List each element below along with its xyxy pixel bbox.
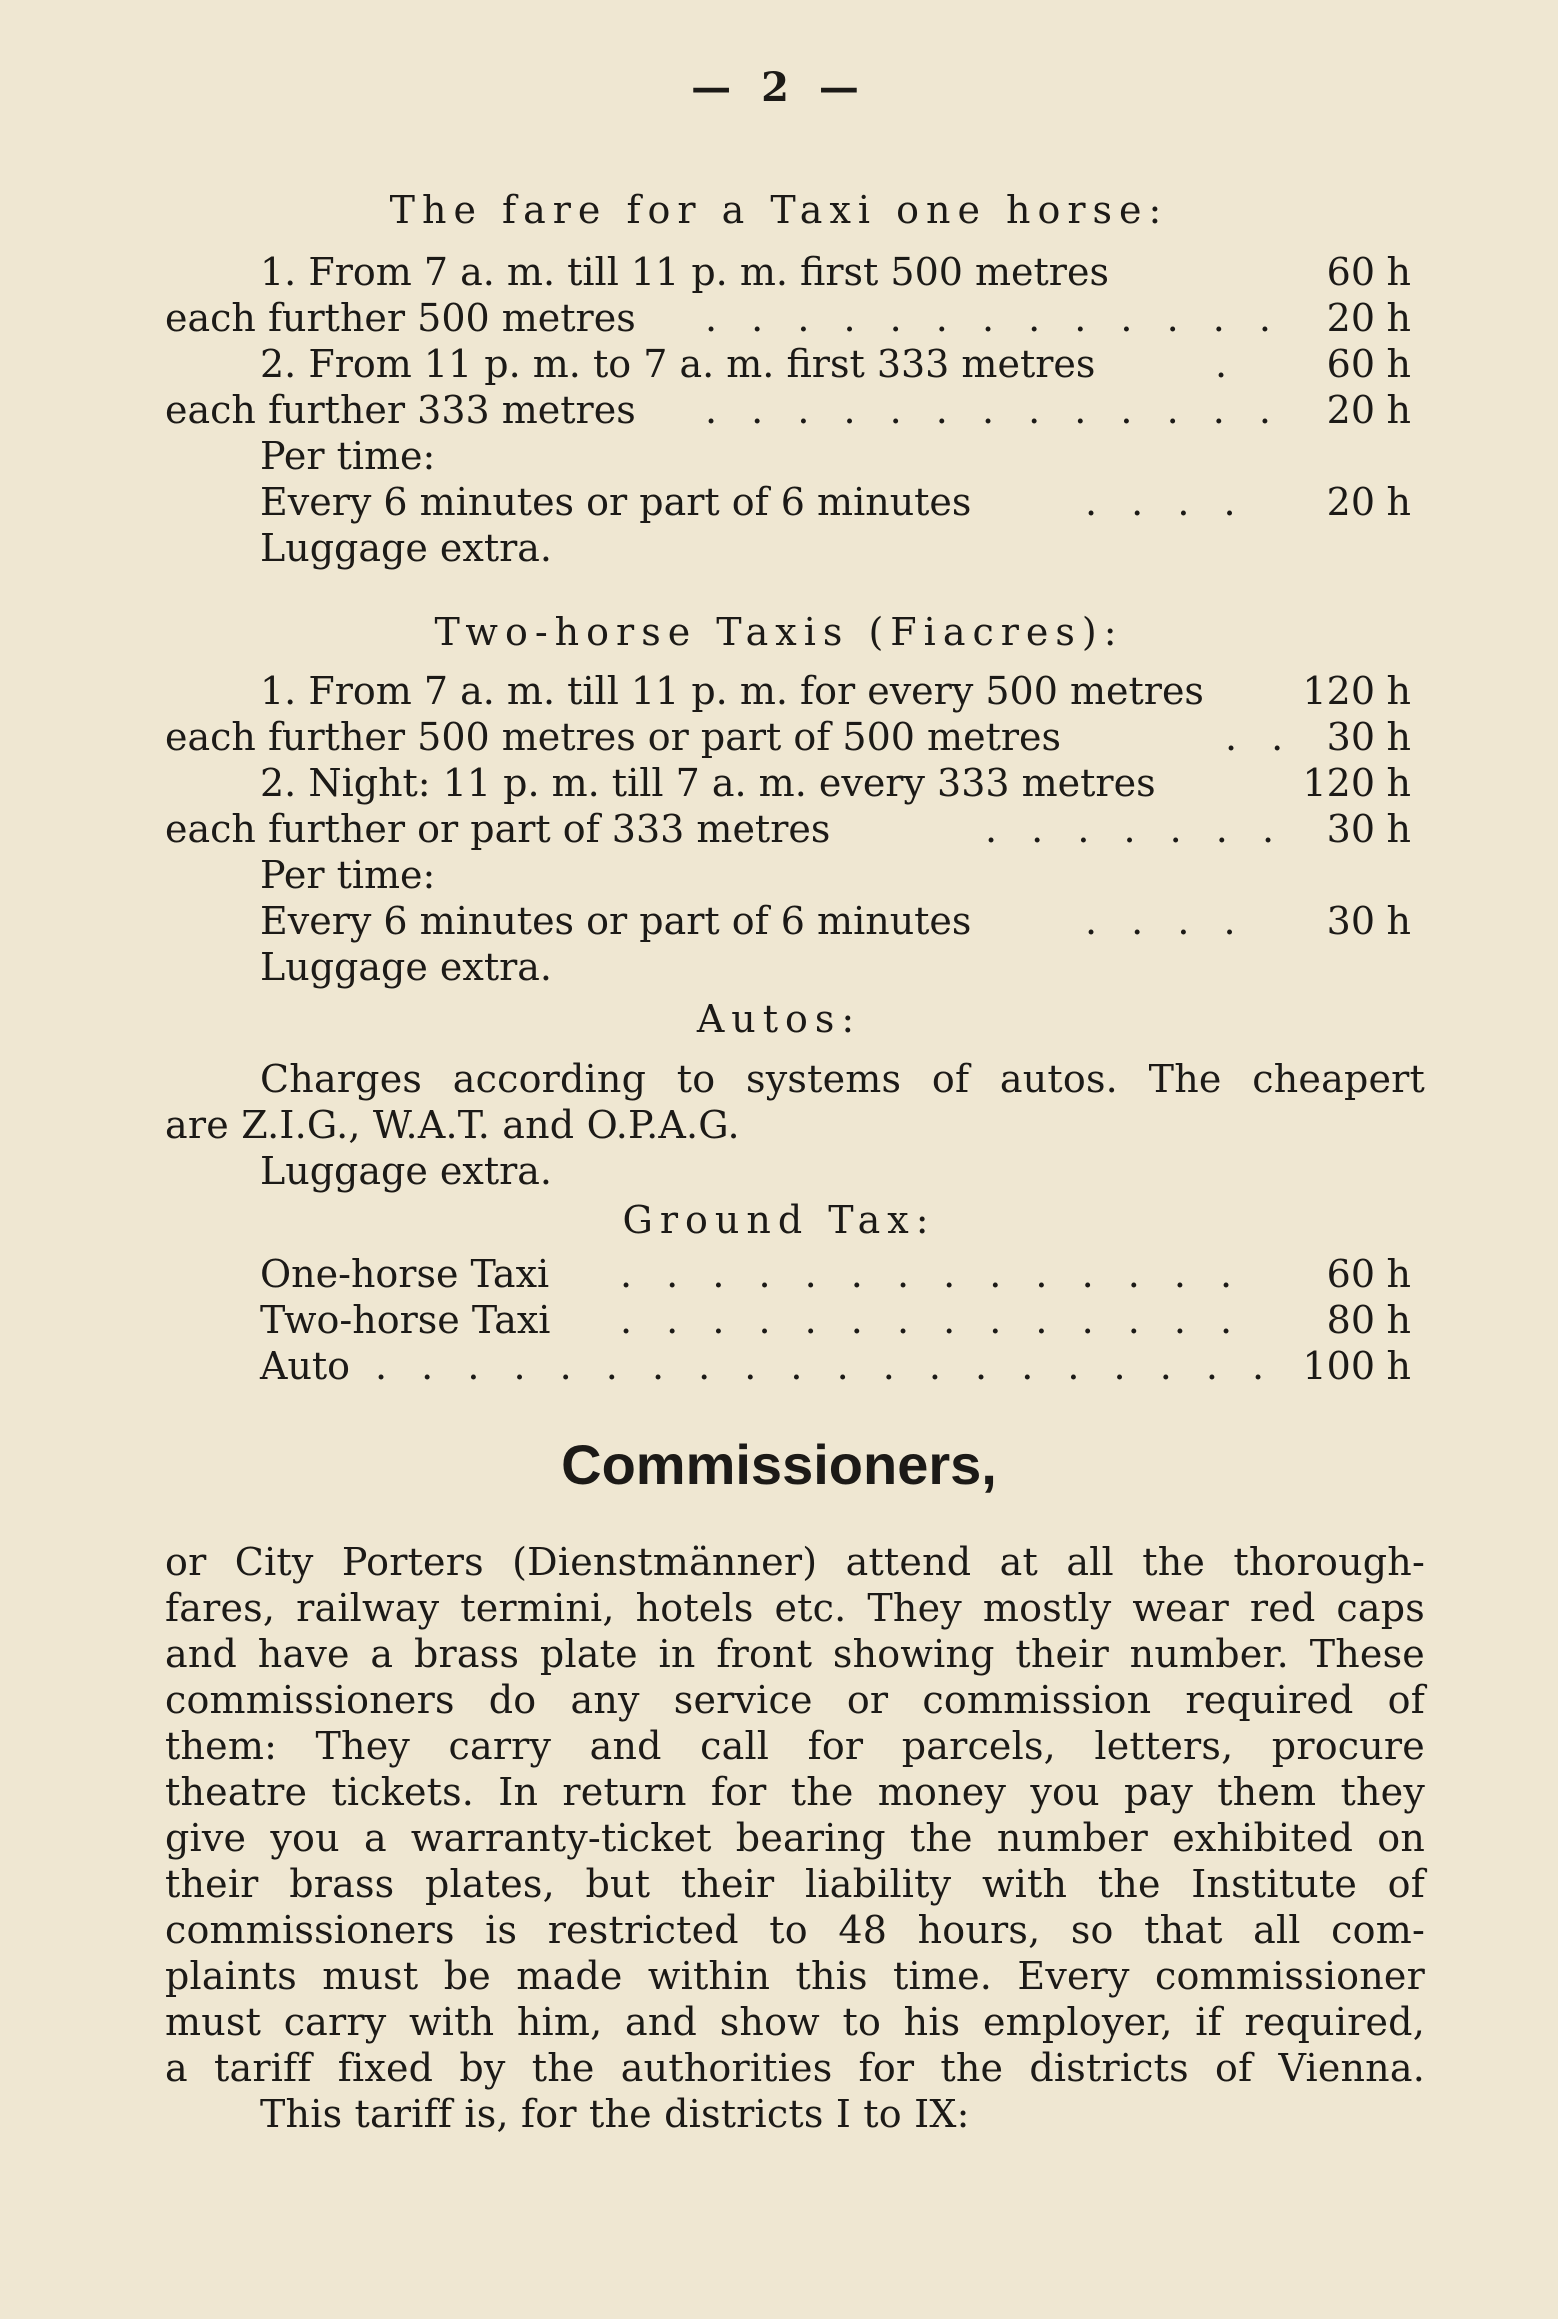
amount-value: 20 [1326,388,1375,432]
fare-row-amount [1275,760,1425,806]
fare-row-text: each further 500 metres or part of 500 metres [165,715,1061,759]
amount-unit: h [1386,1252,1411,1296]
dot-leader: . . . . . . . . . . . . . . . . . . . . [375,1344,1276,1388]
amount-unit: h [1386,388,1411,432]
paragraph-line: and have a brass plate in front showing their number. These [165,1632,1425,1676]
amount-unit: h [1386,480,1411,524]
amount-unit: h [1386,1298,1411,1342]
paragraph-line: theatre tickets. In return for the money you pay them they [165,1770,1425,1814]
luggage-note: Luggage extra. [260,526,552,570]
fare-row-text: 2. Night: 11 p. m. till 7 a. m. every 333 metres [260,761,1156,805]
fare-row-amount [1275,1251,1425,1297]
fare-row-text: Every 6 minutes or part of 6 minutes [260,480,972,524]
autos-line: are Z.I.G., W.A.T. and O.P.A.G. [165,1103,740,1147]
luggage-note: Luggage extra. [260,945,552,989]
fare-row [165,479,1425,525]
one-horse-heading: The fare for a Taxi one horse: [389,188,1169,232]
amount-value: 30 [1326,807,1375,851]
fare-row-amount [1275,479,1425,525]
paragraph-line: them: They carry and call for parcels, letters, procure [165,1724,1425,1768]
fare-row [165,668,1425,714]
autos-line: Charges according to systems of autos. The cheapert [260,1057,1425,1101]
dot-leader: . . . . . . . [985,807,1286,851]
fare-row-amount [1275,1343,1425,1389]
fare-row-text: each further 333 metres [165,388,636,432]
two-horse-heading: Two-horse Taxis (Fiacres): [434,610,1124,654]
dot-leader: . . . . . . . . . . . . . . [620,1298,1244,1342]
per-time-label: Per time: [260,853,436,897]
amount-value: 20 [1326,296,1375,340]
amount-unit: h [1386,715,1411,759]
fare-row [165,898,1425,944]
fare-row-amount [1275,1297,1425,1343]
amount-unit: h [1386,761,1411,805]
fare-row-text: 1. From 7 a. m. till 11 p. m. first 500 metres [260,250,1109,294]
page-number: — 2 — [691,64,867,111]
fare-row [165,806,1425,852]
fare-row [165,760,1425,806]
fare-row-amount [1275,898,1425,944]
commissioners-paragraph [165,1539,1425,2137]
ground-tax-heading: Ground Tax: [622,1198,936,1242]
dot-leader: . . . . . . . . . . . . . . [620,1252,1244,1296]
amount-unit: h [1386,899,1411,943]
fare-row-amount [1275,668,1425,714]
fare-row [165,1343,1425,1389]
amount-value: 20 [1326,480,1375,524]
amount-value: 80 [1326,1298,1375,1342]
fare-row-text: 1. From 7 a. m. till 11 p. m. for every 500 metres [260,669,1204,713]
dot-leader: . . . . [1085,480,1247,524]
amount-unit: h [1386,250,1411,294]
luggage-note: Luggage extra. [260,1149,552,1193]
amount-value: 120 [1302,761,1375,805]
fare-row [165,714,1425,760]
fare-row-text: each further or part of 333 metres [165,807,831,851]
paragraph-line: commissioners is restricted to 48 hours, so that all com- [165,1908,1425,1952]
fare-row [165,295,1425,341]
fare-row-amount [1275,714,1425,760]
amount-unit: h [1386,342,1411,386]
amount-value: 60 [1326,250,1375,294]
fare-row-text: Every 6 minutes or part of 6 minutes [260,899,972,943]
fare-row [165,387,1425,433]
amount-unit: h [1386,669,1411,713]
paragraph-line: plaints must be made within this time. Every commissioner [165,1954,1425,1998]
paragraph-line: must carry with him, and show to his employer, if required, [165,2000,1425,2044]
paragraph-line: a tariff fixed by the authorities for the districts of Vienna. [165,2046,1425,2090]
fare-row-text: Two-horse Taxi [260,1298,551,1342]
paragraph-line: their brass plates, but their liability with the Institute of [165,1862,1425,1906]
fare-row-amount [1275,295,1425,341]
amount-value: 120 [1302,669,1375,713]
amount-unit: h [1386,807,1411,851]
dot-leader: . . . . [1085,899,1247,943]
fare-row-amount [1275,806,1425,852]
fare-row-amount [1275,249,1425,295]
paragraph-line: This tariff is, for the districts I to IX: [260,2092,970,2136]
amount-value: 30 [1326,899,1375,943]
fare-row-amount [1275,341,1425,387]
dot-leader: . . . . . . . . . . . . . [705,388,1282,432]
per-time-label: Per time: [260,434,436,478]
fare-row-amount [1275,387,1425,433]
fare-row [165,1297,1425,1343]
amount-unit: h [1386,1344,1411,1388]
fare-row [165,341,1425,387]
autos-text [165,1056,1425,1148]
amount-value: 30 [1326,715,1375,759]
commissioners-heading: Commissioners, [561,1433,997,1496]
amount-unit: h [1386,296,1411,340]
fare-row-text: One-horse Taxi [260,1252,550,1296]
paragraph-line: or City Porters (Dienstmänner) attend at all the thorough- [165,1540,1425,1584]
amount-value: 60 [1326,342,1375,386]
fare-row-text: each further 500 metres [165,296,636,340]
amount-value: 100 [1302,1344,1375,1388]
fare-row-text: Auto [260,1344,351,1388]
paragraph-line: commissioners do any service or commission required of [165,1678,1425,1722]
fare-row-text: 2. From 11 p. m. to 7 a. m. first 333 metres [260,342,1096,386]
paragraph-line: fares, railway termini, hotels etc. They mostly wear red caps [165,1586,1425,1630]
autos-heading: Autos: [696,997,862,1041]
amount-value: 60 [1326,1252,1375,1296]
paragraph-line: give you a warranty-ticket bearing the number exhibited on [165,1816,1425,1860]
fare-row [165,1251,1425,1297]
dot-leader: . [1215,342,1239,386]
dot-leader: . . [1225,715,1295,759]
fare-row [165,249,1425,295]
dot-leader: . . . . . . . . . . . . . [705,296,1282,340]
